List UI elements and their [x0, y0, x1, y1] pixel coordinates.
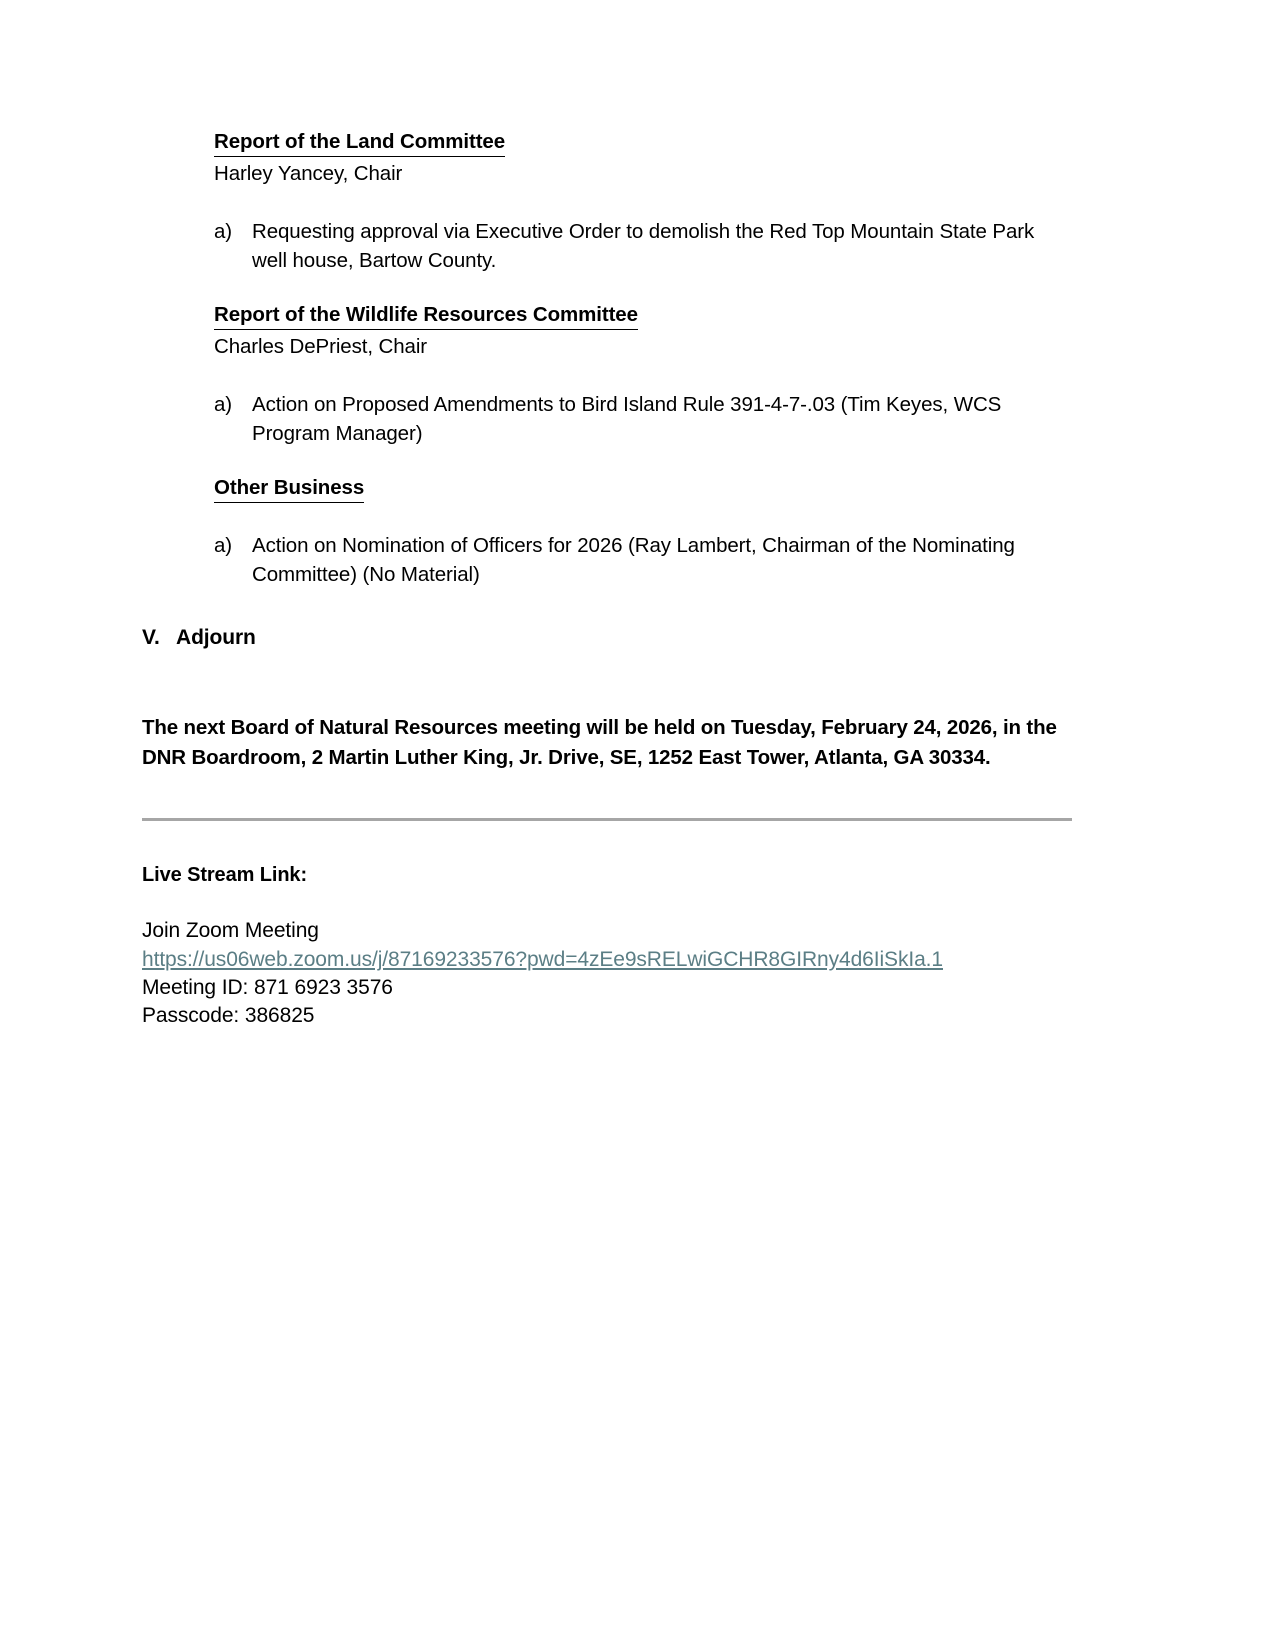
- spacer: [214, 189, 1072, 215]
- list-item-marker: a): [214, 219, 233, 243]
- list-item-text: Action on Proposed Amendments to Bird Island Rule 391-4-7-.03 (Tim Keyes, WCS Program Manager): [252, 392, 1002, 445]
- live-stream-heading: Live Stream Link:: [142, 864, 308, 887]
- section-heading-other-business: Other Business: [214, 474, 364, 503]
- zoom-join-label: Join Zoom Meeting: [142, 919, 319, 943]
- zoom-meeting-details: [142, 917, 1072, 1030]
- list-item-text: Action on Nomination of Officers for 2026 (Ray Lambert, Chairman of the Nominating Committee) (No Material): [252, 534, 1015, 587]
- document-content: [142, 128, 1072, 1030]
- list-item-marker: a): [214, 392, 233, 416]
- section-other-business: [214, 474, 1072, 589]
- zoom-passcode: Passcode: 386825: [142, 1003, 315, 1027]
- list-item: [214, 390, 1072, 448]
- agenda-item-adjourn: [142, 623, 1072, 652]
- spacer: [142, 889, 1072, 917]
- agenda-item-numeral: V.: [142, 626, 160, 650]
- next-meeting-notice: The next Board of Natural Resources meeting will be held on Tuesday, February 24, 2026, in the DNR Boardroom, 2 Martin Luther King, Jr. Drive, SE, 1252 East Tower, Atlanta, GA 30334.: [142, 715, 1057, 769]
- list-item-text: Requesting approval via Executive Order to demolish the Red Top Mountain State Park well house, Bartow County.: [252, 219, 1035, 272]
- spacer: [214, 362, 1072, 388]
- agenda-item-label: Adjourn: [176, 626, 256, 650]
- spacer: [214, 503, 1072, 529]
- zoom-meeting-link[interactable]: https://us06web.zoom.us/j/87169233576?pwd=4zEe9sRELwiGCHR8GIRny4d6IiSkIa.1: [142, 947, 943, 971]
- spacer: [142, 589, 1072, 623]
- list-item: [214, 217, 1072, 275]
- section-land-committee: [214, 128, 1072, 275]
- section-chair-wildlife-resources-committee: Charles DePriest, Chair: [214, 335, 428, 359]
- spacer: [142, 821, 1072, 861]
- list-item: [214, 531, 1072, 589]
- list-item-marker: a): [214, 534, 233, 558]
- section-chair-land-committee: Harley Yancey, Chair: [214, 162, 403, 186]
- section-wildlife-resources-committee: [214, 301, 1072, 448]
- section-heading-wildlife-resources-committee: Report of the Wildlife Resources Committee: [214, 301, 638, 330]
- spacer: [142, 653, 1072, 713]
- section-heading-land-committee: Report of the Land Committee: [214, 128, 505, 157]
- spacer: [142, 448, 1072, 474]
- zoom-meeting-id: Meeting ID: 871 6923 3576: [142, 975, 393, 999]
- spacer: [142, 772, 1072, 818]
- spacer: [142, 275, 1072, 301]
